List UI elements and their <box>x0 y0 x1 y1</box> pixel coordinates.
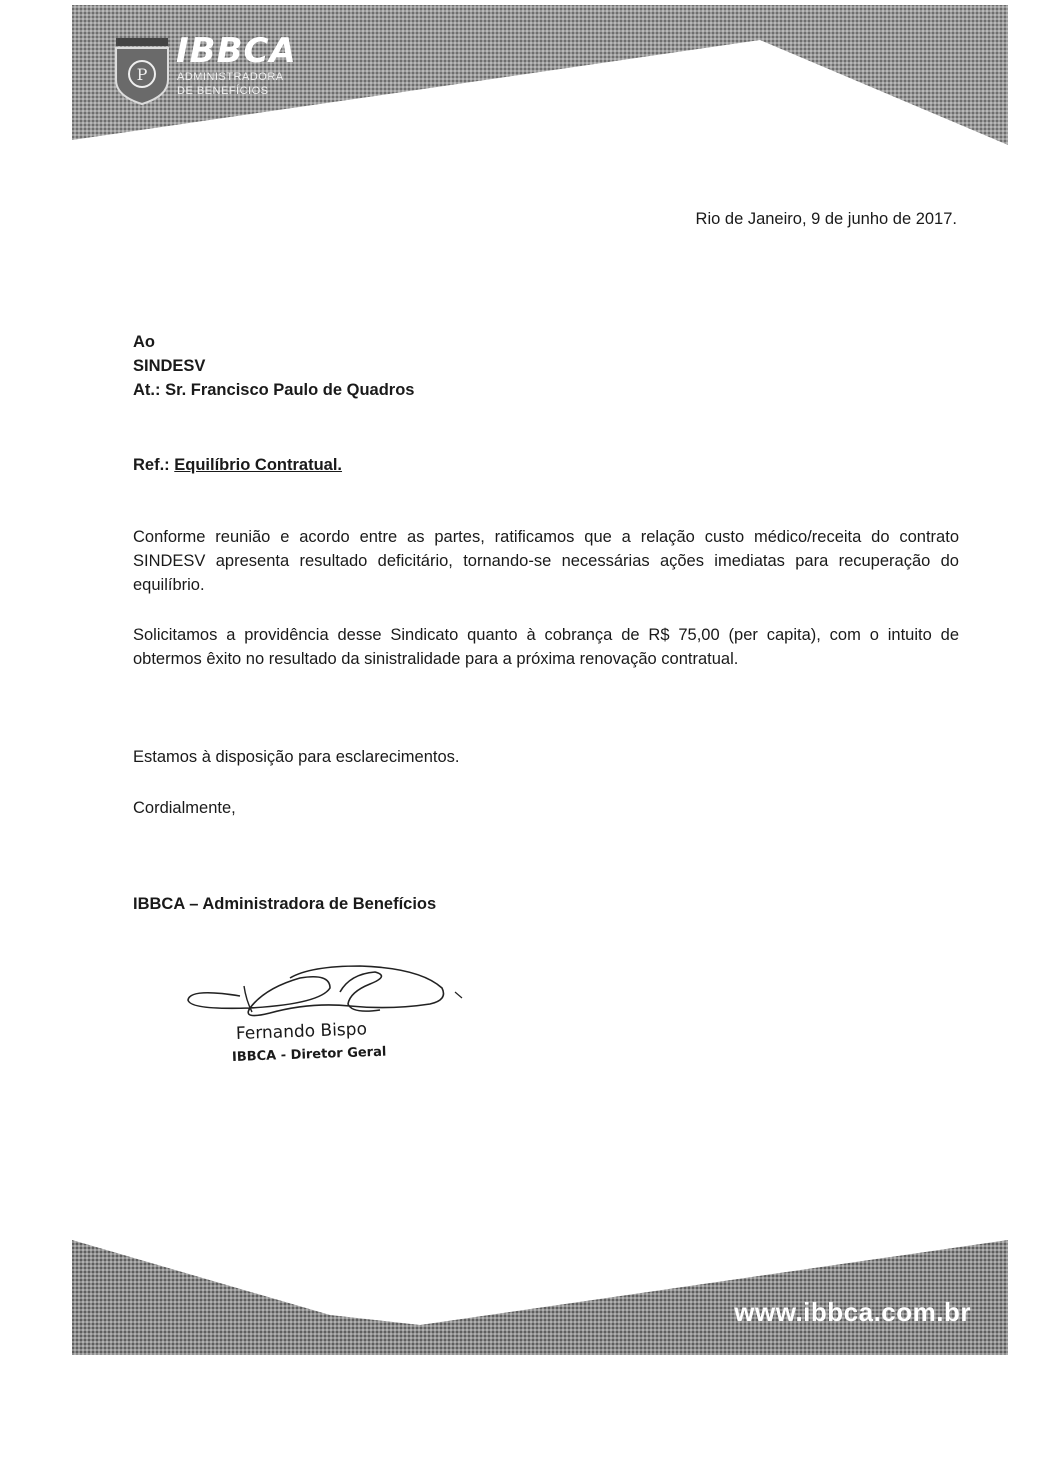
reference-subject: Equilíbrio Contratual. <box>174 456 343 474</box>
brand-subtitle-line2: DE BENEFÍCIOS <box>177 85 269 97</box>
signatory-role: IBBCA - Diretor Geral <box>231 1044 387 1065</box>
body-paragraph-2: Solicitamos a providência desse Sindicato quanto à cobrança de R$ 75,00 (per capita), com o intuito de obtermos êxito no resultado da sinistralidade para a próxima renovação contratual. <box>133 626 959 668</box>
closing-availability: Estamos à disposição para esclarecimentos. <box>133 748 460 766</box>
website-url: www.ibbca.com.br <box>734 1297 971 1327</box>
reference-label: Ref.: <box>133 456 170 474</box>
signatory-name: Fernando Bispo <box>235 1019 368 1044</box>
svg-text:P: P <box>136 65 148 84</box>
closing-salutation: Cordialmente, <box>133 799 236 817</box>
recipient-org: SINDESV <box>133 357 206 375</box>
recipient-block <box>133 330 414 402</box>
recipient-to: Ao <box>133 333 155 351</box>
ibbca-seal-logo <box>110 36 174 111</box>
letter-date: Rio de Janeiro, 9 de junho de 2017. <box>695 210 957 228</box>
brand-subtitle-line1: ADMINISTRADORA <box>177 71 284 83</box>
recipient-attention: At.: Sr. Francisco Paulo de Quadros <box>133 381 415 399</box>
company-signature-line: IBBCA – Administradora de Benefícios <box>133 895 437 913</box>
brand-name: IBBCA <box>176 31 297 71</box>
reference-line <box>133 453 342 477</box>
body-paragraph-1: Conforme reunião e acordo entre as partes, ratificamos que a relação custo médico/receita do contrato SINDESV apresenta resultado deficitário, tornando-se necessárias ações imediatas para recuperação do equilíbrio. <box>133 528 959 594</box>
